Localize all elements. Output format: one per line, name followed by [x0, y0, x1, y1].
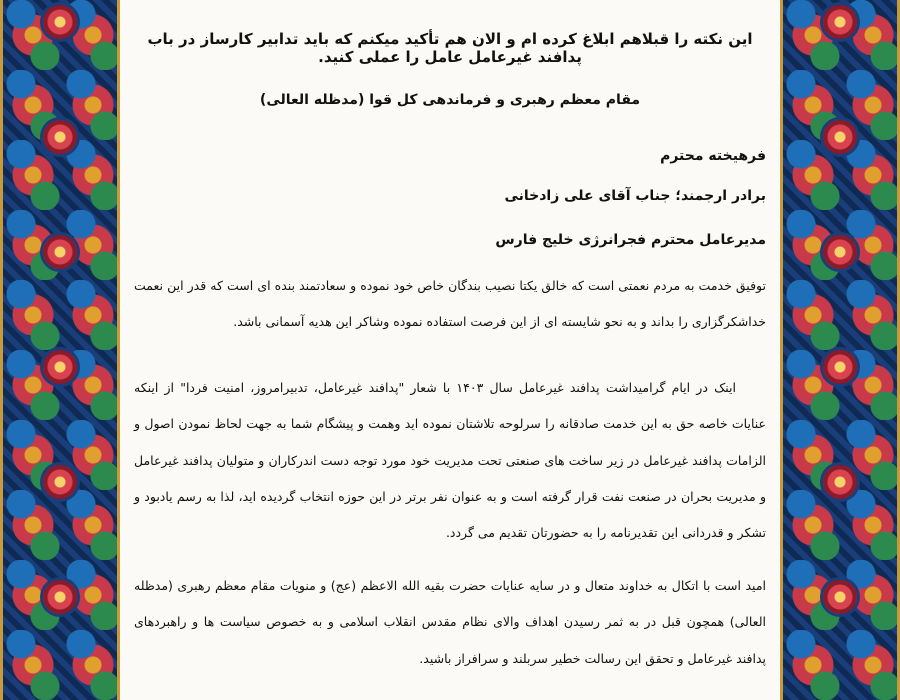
certificate-body	[128, 0, 772, 700]
flower-ornament	[43, 235, 77, 269]
flower-ornament	[43, 5, 77, 39]
flower-ornament	[823, 235, 857, 269]
recipient-title: مدیرعامل محترم فجرانرژی خلیج فارس	[495, 232, 766, 248]
flower-ornament	[43, 465, 77, 499]
flower-ornament	[823, 580, 857, 614]
body-paragraph: اینک در ایام گرامیداشت پدافند غیرعامل سال ۱۴۰۳ با شعار "پدافند غیرعامل، تدبیرامروز، امنیت فردا" از اینکه عنایات خاصه حق به این خدمت صادقانه را سرلوحه تلاشتان نموده اید وهمت و پیشگام شما به جهت لحاظ نمودن اصول و الزامات پدافند غیرعامل در زیر ساخت های صنعتی تحت مدیریت خود مورد توجه دست اندرکاران و متولیان پدافند غیرعامل و مدیریت بحران در صنعت نفت قرار گرفته است و به عنوان نفر برتر در این حوزه انتخاب گردیده اید، لذا به رسم یادبود و تشکر و قدردانی این تقدیرنامه را به حضورتان تقدیم می گردد.	[134, 380, 766, 540]
flower-ornament	[823, 120, 857, 154]
recipient-name: برادر ارجمند؛ جناب آقای علی زادخانی	[504, 188, 766, 204]
flower-ornament	[43, 350, 77, 384]
flower-ornament	[43, 580, 77, 614]
flower-ornament	[823, 465, 857, 499]
ornamental-border-right	[780, 0, 900, 700]
flower-ornament	[823, 350, 857, 384]
flower-ornament	[43, 120, 77, 154]
quote-attribution: مقام معظم رهبری و فرماندهی کل قوا (مدظله العالی)	[259, 92, 641, 108]
flower-ornament	[823, 5, 857, 39]
body-paragraph: امید است با اتکال به خداوند متعال و در سایه عنایات حضرت بقیه الله الاعظم (عج) و منویات مقام معظم رهبری (مدظله العالی) همچون قبل در به ثمر رسیدن اهداف والای نظام مقدس انقلاب اسلامی و به خصوص سیاست ها و راهبردهای پدافند غیرعامل و تحقق این رسالت خطیر سربلند و سرافراز باشید.	[134, 578, 766, 666]
ornamental-border-left	[0, 0, 120, 700]
salutation: فرهیخته محترم	[660, 148, 766, 164]
body-paragraph: توفیق خدمت به مردم نعمتی است که خالق یکتا نصیب بندگان خاص خود نموده و سعادتمند بنده ای است که قدر این نعمت خداشکرگزاری را بداند و به نحو شایسته ای از این فرصت استفاده نموده وشاکر این هدیه آسمانی باشد.	[134, 278, 766, 330]
leader-quote: این نکته را قبلاهم ابلاغ کرده ام و الان هم تأکید میکنم که باید تدابیر کارساز در باب پدافند غیرعامل عامل را عملی کنید.	[147, 30, 753, 66]
